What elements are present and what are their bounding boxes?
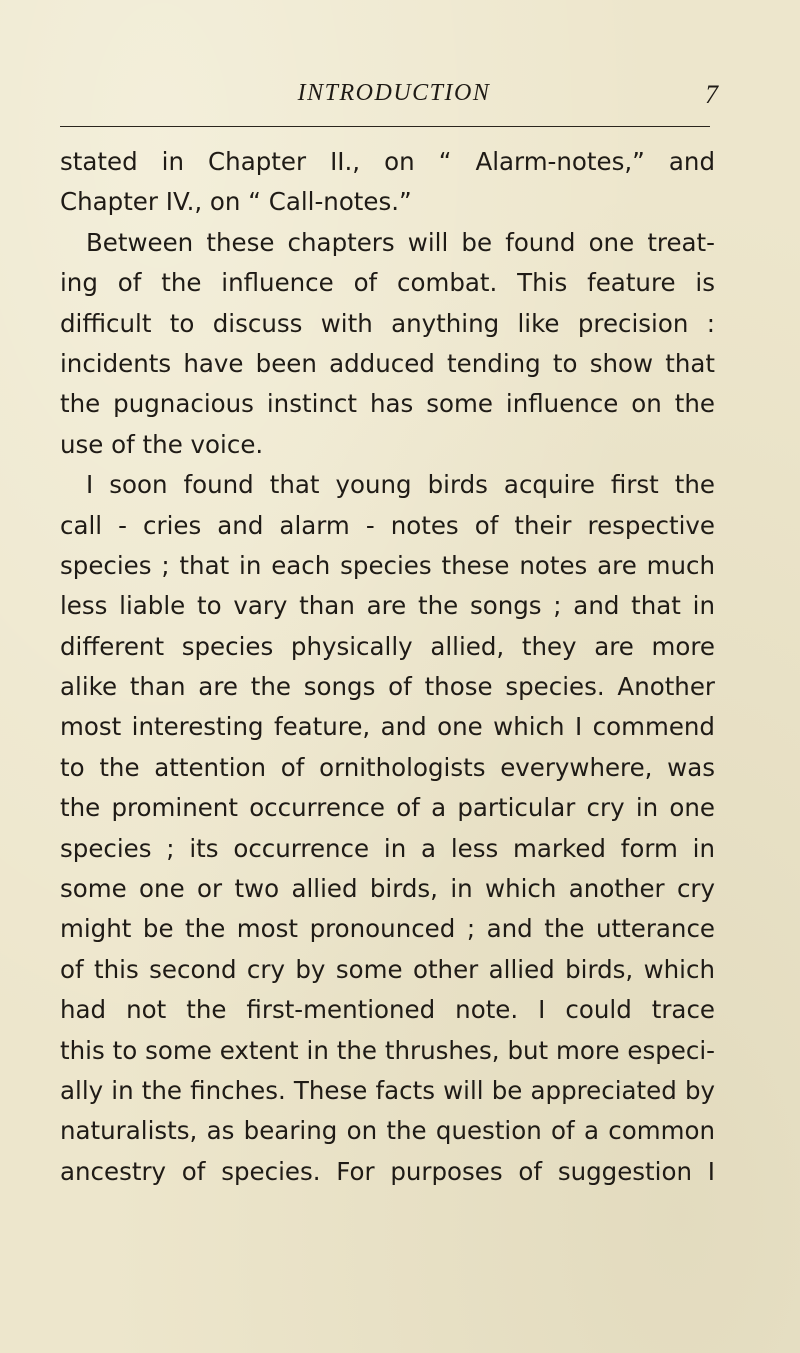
text-line-15: most interesting feature, and one which I commend [60, 712, 715, 742]
text-line-6: incidents have been adduced tending to show that [60, 348, 715, 378]
text-line-24: ally in the finches. These facts will be appreciated by [60, 1075, 715, 1105]
text-line-17: the prominent occurrence of a particular cry in one [60, 793, 715, 823]
text-line-25: naturalists, as bearing on the question of a common [60, 1116, 715, 1146]
text-line-10: call - cries and alarm - notes of their respective [60, 510, 715, 540]
text-line-26: ancestry of species. For purposes of suggestion I [60, 1156, 715, 1186]
text-line-19: some one or two allied birds, in which another cry [60, 874, 715, 904]
text-line-11: species ; that in each species these notes are much [60, 550, 715, 580]
text-line-9: I soon found that young birds acquire first the [86, 470, 715, 500]
text-line-21: of this second cry by some other allied birds, which [60, 954, 715, 984]
text-line-7: the pugnacious instinct has some influence on the [60, 389, 715, 419]
page-number: 7 [705, 80, 718, 109]
text-line-23: this to some extent in the thrushes, but more especi- [60, 1035, 715, 1065]
text-line-13: different species physically allied, they are more [60, 631, 715, 661]
text-line-4: ing of the influence of combat. This feature is [60, 268, 715, 298]
text-line-22: had not the first-mentioned note. I could trace [60, 995, 715, 1025]
body-text [60, 142, 715, 1192]
text-line-8: use of the voice. [60, 429, 264, 459]
text-line-2: Chapter IV., on “ Call-notes.” [60, 187, 412, 217]
header-rule [60, 126, 710, 127]
text-line-5: difficult to discuss with anything like precision : [60, 308, 715, 338]
running-head [70, 80, 718, 120]
text-line-20: might be the most pronounced ; and the utterance [60, 914, 715, 944]
running-title: INTRODUCTION [297, 80, 491, 106]
text-line-12: less liable to vary than are the songs ; and that in [60, 591, 715, 621]
text-line-3: Between these chapters will be found one treat- [86, 227, 715, 257]
text-line-16: to the attention of ornithologists everywhere, was [60, 752, 715, 782]
text-line-18: species ; its occurrence in a less marked form in [60, 833, 715, 863]
text-line-1: stated in Chapter II., on “ Alarm-notes,” and [60, 147, 715, 176]
text-line-14: alike than are the songs of those species. Another [60, 672, 715, 702]
